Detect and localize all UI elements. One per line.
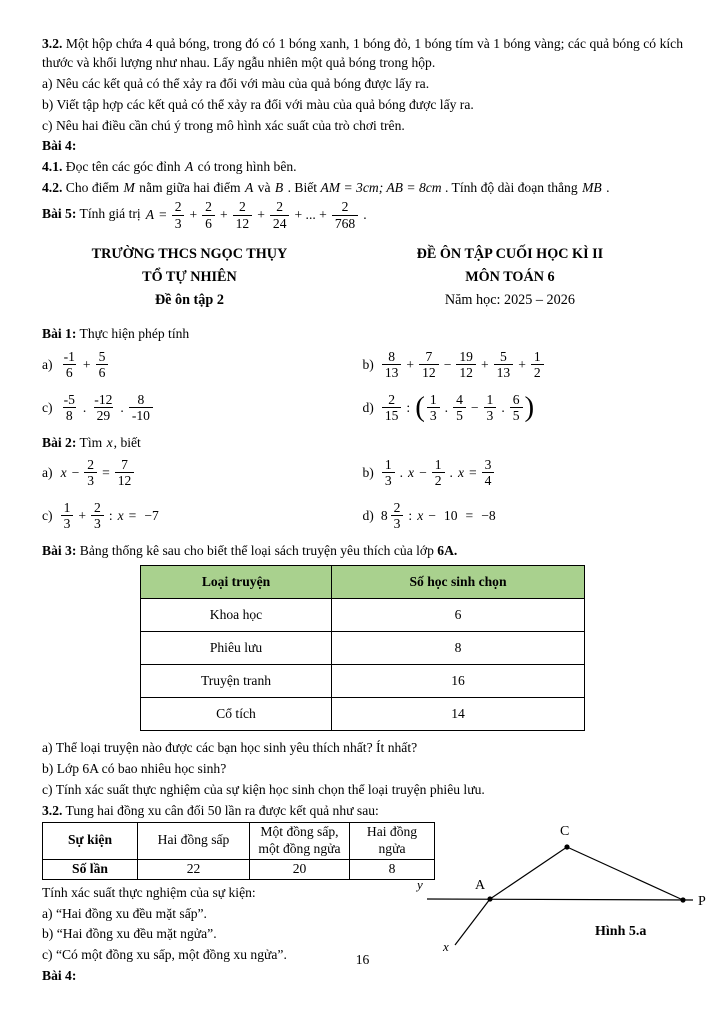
exam-title-block <box>337 245 683 315</box>
exam-subject: MÔN TOÁN 6 <box>465 268 555 285</box>
bai1-expr-d: $\frac{2}{15}$ : ( $\frac{1}{3}$ . $\frac{4}{5}$ − $\frac{1}{3}$ . $\frac{6}{5}$ ) <box>381 392 535 423</box>
count-header-cell: Số lần <box>43 859 138 879</box>
problem-32-item-a: a) Nêu các kết quả có thể xảy ra đối với màu của quả bóng được lấy ra. <box>42 76 430 92</box>
problem-41-text-1: Đọc tên các góc đỉnh <box>65 159 184 175</box>
item-d-label: d) <box>362 399 374 415</box>
item-a-label: a) <box>42 356 53 372</box>
bai1-expr-b: $\frac{8}{13}$ + $\frac{7}{12}$ − $\frac{19}{12}$ + $\frac{5}{13}$ + $\frac{1}{2}$ <box>381 349 545 380</box>
table-row <box>141 665 585 698</box>
bai4-heading-top <box>42 136 683 155</box>
bai4-label-bottom: Bài 4: <box>42 968 77 984</box>
genre-cell: Khoa học <box>141 599 332 632</box>
exam-title: ĐỀ ÔN TẬP CUỐI HỌC KÌ II <box>416 245 604 262</box>
count-cell: 22 <box>138 859 250 879</box>
bai5-label: Bài 5: <box>42 206 77 222</box>
bai5 <box>42 199 683 230</box>
problem-42 <box>42 178 683 197</box>
problem-32-text: Một hộp chứa 4 quả bóng, trong đó có 1 bóng xanh, 1 bóng đỏ, 1 bóng tím và 1 bóng vàng; các quả bóng có kích thước và khối lượng như nhau. Lấy ngẫu nhiên một quả bóng trong hộp. <box>42 36 683 71</box>
bai2-items <box>42 454 683 535</box>
figure-caption: Hình 5.a <box>595 923 647 939</box>
problem-42-text-1: Cho điểm <box>65 180 123 196</box>
bai3-label: Bài 3: <box>42 542 77 558</box>
bai2-item-d <box>363 497 684 535</box>
problem-42-text-5: . Tính độ dài đoạn thẳng <box>441 180 582 196</box>
col-header-count: Số học sinh chọn <box>331 566 584 599</box>
coin-label: 3.2. <box>42 802 63 818</box>
point-label-p: P <box>698 893 706 909</box>
genre-cell: Cổ tích <box>141 698 332 731</box>
school-year: Năm học: 2025 – 2026 <box>444 292 575 309</box>
event-header-cell: Sự kiện <box>43 822 138 859</box>
point-a-var: A <box>184 159 194 175</box>
bai2-item-c <box>42 497 363 535</box>
problem-42-text-3: và <box>254 180 274 196</box>
event-cell: Hai đồng sấp <box>138 822 250 859</box>
coin-intro <box>42 801 683 820</box>
bai1-expr-a: $\frac{-1}{6}$ + $\frac{5}{6}$ <box>60 349 110 380</box>
school-block <box>42 245 337 315</box>
coin-table-count-row <box>43 859 435 879</box>
x-var: x <box>106 434 113 450</box>
bai3-heading <box>42 541 683 560</box>
geometry-figure <box>415 819 715 954</box>
count-cell: 8 <box>331 632 584 665</box>
page-number: 16 <box>355 952 370 967</box>
ray-label-y: y <box>417 876 423 892</box>
exam-header <box>42 245 683 315</box>
table-header-row <box>141 566 585 599</box>
coin-item-b: b) “Hai đồng xu đều mặt ngửa”. <box>42 926 217 942</box>
bai2-intro-2: , biết <box>113 434 141 450</box>
bai1-label: Bài 1: <box>42 326 77 342</box>
exam-set-name: Đề ôn tập 2 <box>154 292 224 309</box>
coin-item-c: c) “Có một đồng xu sấp, một đồng xu ngửa”. <box>42 947 287 963</box>
item-c-label: c) <box>42 399 53 415</box>
event-cell: Một đồng sấp, một đồng ngửa <box>250 822 350 859</box>
item-d-label: d) <box>362 507 374 523</box>
bai2-intro-1: Tìm <box>79 434 106 450</box>
problem-42-text-6: . <box>602 180 610 196</box>
item-b-label: b) <box>362 464 374 480</box>
bai4-heading-bottom <box>42 966 683 985</box>
item-b-label: b) <box>362 356 374 372</box>
bai2-expr-d: 8 $\frac{2}{3}$ : x − 10 = −8 <box>380 500 496 532</box>
table-row <box>141 599 585 632</box>
item-a-label: a) <box>42 464 53 480</box>
ray-label-x: x <box>443 938 449 954</box>
genre-cell: Truyện tranh <box>141 665 332 698</box>
problem-42-text-2: nằm giữa hai điểm <box>135 180 244 196</box>
bai1-item-d <box>363 389 684 427</box>
item-c-label: c) <box>42 507 53 523</box>
count-cell: 8 <box>350 859 435 879</box>
count-cell: 6 <box>331 599 584 632</box>
bai2-expr-c: $\frac{1}{3}$ + $\frac{2}{3}$ : x = −7 <box>60 500 163 531</box>
bai4-label-top: Bài 4: <box>42 138 77 154</box>
bai3-class: 6A. <box>437 542 458 558</box>
bai3-item-c: c) Tính xác suất thực nghiệm của sự kiện học sinh chọn thể loại truyện phiêu lưu. <box>42 781 485 797</box>
problem-32-label: 3.2. <box>42 36 63 51</box>
coin-item-a: a) “Hai đồng xu đều mặt sấp”. <box>42 905 207 921</box>
bai2-expr-a: x − $\frac{2}{3}$ = $\frac{7}{12}$ <box>60 457 136 488</box>
bai2-expr-b: $\frac{1}{3}$ . x − $\frac{1}{2}$ . x = $\frac{3}{4}$ <box>381 457 496 488</box>
coin-intro-text: Tung hai đồng xu cân đối 50 lần ra được kết quả như sau: <box>65 802 379 818</box>
point-label-a: A <box>475 877 486 893</box>
figure-hinh-5a <box>415 819 715 954</box>
table-row <box>141 698 585 731</box>
count-cell: 20 <box>250 859 350 879</box>
count-cell: 16 <box>331 665 584 698</box>
bai1-intro: Thực hiện phép tính <box>79 326 190 342</box>
bai2-label: Bài 2: <box>42 434 77 450</box>
bai1-item-a <box>42 346 363 384</box>
department-name: TỔ TỰ NHIÊN <box>142 268 237 285</box>
problem-41-label: 4.1. <box>42 159 63 175</box>
problem-41 <box>42 157 683 176</box>
bai2-item-a <box>42 454 363 492</box>
problem-32-intro <box>42 34 683 73</box>
point-label-c: C <box>560 823 570 839</box>
coin-outro: Tính xác suất thực nghiệm của sự kiện: <box>42 884 256 900</box>
problem-42-text-4: . Biết <box>284 180 321 196</box>
col-header-genre: Loại truyện <box>141 566 332 599</box>
bai2-heading <box>42 433 683 452</box>
segment-lengths: AM = 3cm; AB = 8cm <box>320 180 442 196</box>
bai5-expression: A = $\frac{2}{3}$ + $\frac{2}{6}$ + $\frac{2}{12}$ + $\frac{2}{24}$ + ... + $\frac{2}{768}$ . <box>145 199 367 231</box>
bai3-intro: Bảng thống kê sau cho biết thể loại sách truyện yêu thích của lớp <box>79 542 438 558</box>
point-a-var2: A <box>244 180 254 196</box>
bai1-item-c <box>42 389 363 427</box>
bai1-heading <box>42 324 683 343</box>
event-cell: Hai đồng ngửa <box>350 822 435 859</box>
genre-cell: Phiêu lưu <box>141 632 332 665</box>
bai1-item-b <box>363 346 684 384</box>
bai1-expr-c: $\frac{-5}{8}$ . $\frac{-12}{29}$ . $\frac{8}{-10}$ <box>60 392 154 423</box>
coin-table-header-row <box>43 822 435 859</box>
problem-42-label: 4.2. <box>42 180 63 196</box>
bai2-item-b <box>363 454 684 492</box>
bai5-intro: Tính giá trị <box>79 206 141 222</box>
problem-41-text-2: có trong hình bên. <box>194 159 297 175</box>
count-cell: 14 <box>331 698 584 731</box>
bai1-items <box>42 346 683 427</box>
bai3-item-a: a) Thể loại truyện nào được các bạn học sinh yêu thích nhất? Ít nhất? <box>42 740 418 756</box>
bai3-item-b: b) Lớp 6A có bao nhiêu học sinh? <box>42 761 227 777</box>
coin-flip-table <box>42 822 435 880</box>
school-name: TRƯỜNG THCS NGỌC THỤY <box>91 245 288 262</box>
problem-32-item-b: b) Viết tập hợp các kết quả có thể xảy ra đối với màu của quả bóng được lấy ra. <box>42 96 474 112</box>
problem-32-item-c: c) Nêu hai điều cần chú ý trong mô hình xác suất của trò chơi trên. <box>42 117 405 133</box>
point-b-var: B <box>274 180 284 196</box>
table-row <box>141 632 585 665</box>
story-genre-table <box>140 565 585 731</box>
segment-mb-var: MB <box>582 180 602 196</box>
point-m-var: M <box>123 180 135 196</box>
